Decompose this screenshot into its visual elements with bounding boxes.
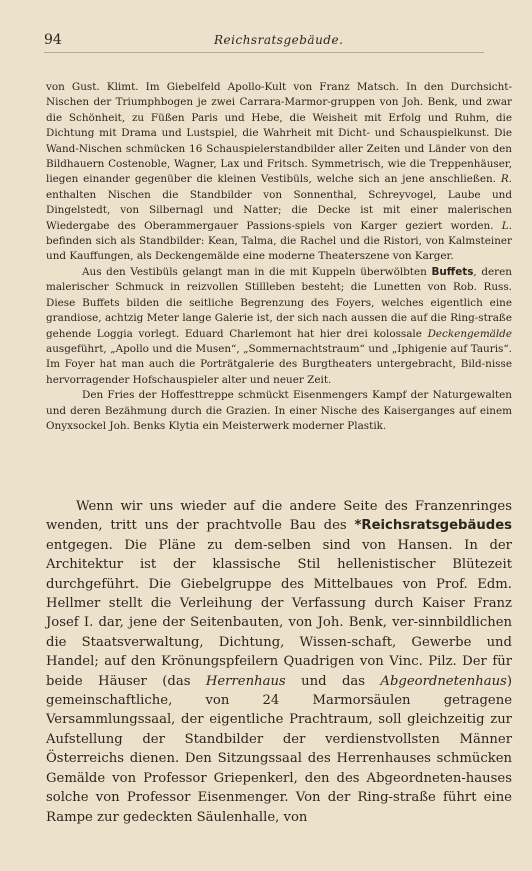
italic-term: Abgeordnetenhaus: [380, 673, 507, 689]
text-run: befinden sich als Standbilder: Kean, Talma, die Rachel und die Ristori, von Kalmsteiner und Kauffungen, als Deckengemälde eine moderne Theaterszene von Karger.: [46, 235, 512, 263]
text-run: von Gust. Klimt. Im Giebelfeld Apollo-Kult von Franz Matsch. In den Durchsicht-Nischen der Triumphbogen je zwei Carrara-Marmor-gruppen von Joh. Benk, und zwar die Schönheit, zu Füßen Paris und Hebe, die Weisheit mit Erfolg und Ruhm, die Dichtung mit Drama und Lustspiel, die Wahrheit mit Dicht- und Schauspielkunst. Die Wand-Nischen schmücken 16 Schauspielerstandbilder aller Zeiten und Länder von den Bildhauern Costenoble, Wagner, Lax und Fritsch. Symmetrisch, wie die Treppenhäuser, liegen einander gegenüber die kleinen Vestibüls, welche sich an jene anschließen.: [46, 81, 512, 186]
text-run: entgegen. Die Pläne zu dem-selben sind von Hansen. In der Architektur ist der klassische Stil hellenistischer Blütezeit durchgeführt. Die Giebelgruppe des Mittelbaues von Prof. Edm. Hellmer stellt die Verleihung der Verfassung durch Kaiser Franz Josef I. dar, jene der Seitenbauten, von Joh. Benk, ver-sinnbildlichen die Staatsverwaltung, Dichtung, Wissen-schaft, Gewerbe und Handel; auf den Krönungspfeilern Quadrigen von Vinc. Pilz. Der für beide Häuser (das: [46, 537, 512, 689]
text-run: , deren malerischer Schmuck in reizvollen Stillleben besteht; die Lunetten von Rob. Russ. Diese Buffets bilden die seitliche Begrenzung des Foyers, welches eigentlich eine grandiose, achtzig Meter lange Galerie ist, der sich nach aussen die auf die Ring-straße gehende Loggia vorlegt. Eduard Charlemont hat hier drei kolossale: [46, 265, 512, 340]
page-number: 94: [44, 32, 62, 48]
paragraph-vestibules: [46, 80, 512, 265]
main-text-section: [46, 497, 512, 827]
text-run: ausgeführt, „Apollo und die Musen“, „Sommernachtstraum“ und „Iphigenie auf Tauris“. Im Foyer hat man auch die Porträtgalerie des Burgtheaters untergebracht, Bild-nisse hervorragender Hofschauspieler alter und neuer Zeit.: [46, 342, 512, 386]
abbr-right: R.: [500, 173, 512, 186]
abbr-left: L.: [501, 219, 512, 232]
italic-term: Herrenhaus: [205, 673, 286, 689]
text-run: ) gemeinschaftliche, von 24 Marmorsäulen getragene Versammlungssaal, der eigentliche Prachtraum, soll gleichzeitig zur Aufstellung der Standbilder der verdienstvollsten Männer Österreichs dienen. Den Sitzungssaal des Herrenhauses schmücken Gemälde von Professor Griepenkerl, den des Abgeordneten-hauses solche von Professor Eisenmenger. Von der Ring-straße führt eine Rampe zur gedeckten Säulenhalle, von: [46, 673, 512, 825]
text-run: Wenn wir uns wieder auf die andere Seite des Franzenringes wenden, tritt uns der prachtvolle Bau des: [46, 499, 512, 534]
paragraph-reichsrat: [46, 497, 512, 827]
running-title: Reichsratsgebäude.: [214, 33, 344, 47]
small-print-section: [46, 80, 512, 434]
paragraph-fries: Den Fries der Hoffesttreppe schmückt Eisenmengers Kampf der Naturgewalten und deren Bezähmung durch die Grazien. In einer Nische des Kaiserganges auf einem Onyxsockel Joh. Benks Klytia ein Meisterwerk moderner Plastik.: [46, 389, 512, 432]
text-run: Aus den Vestibüls gelangt man in die mit Kuppeln überwölbten: [82, 265, 432, 278]
running-header: [44, 28, 484, 53]
text-run: enthalten Nischen die Standbilder von Sonnenthal, Schreyvogel, Laube und Dingelstedt, von Silbernagl und Natter; die Decke ist mit einer malerischen Wiedergabe des Oberammergauer Passions-spiels von Karger geziert worden.: [46, 188, 512, 232]
bold-term-buffets: Buffets: [431, 265, 474, 278]
paragraph-buffets: [46, 265, 512, 388]
bold-term-reichsrat: *Reichsratsgebäudes: [354, 518, 512, 534]
italic-term: Deckengemälde: [427, 327, 512, 340]
text-run: und das: [285, 673, 381, 689]
